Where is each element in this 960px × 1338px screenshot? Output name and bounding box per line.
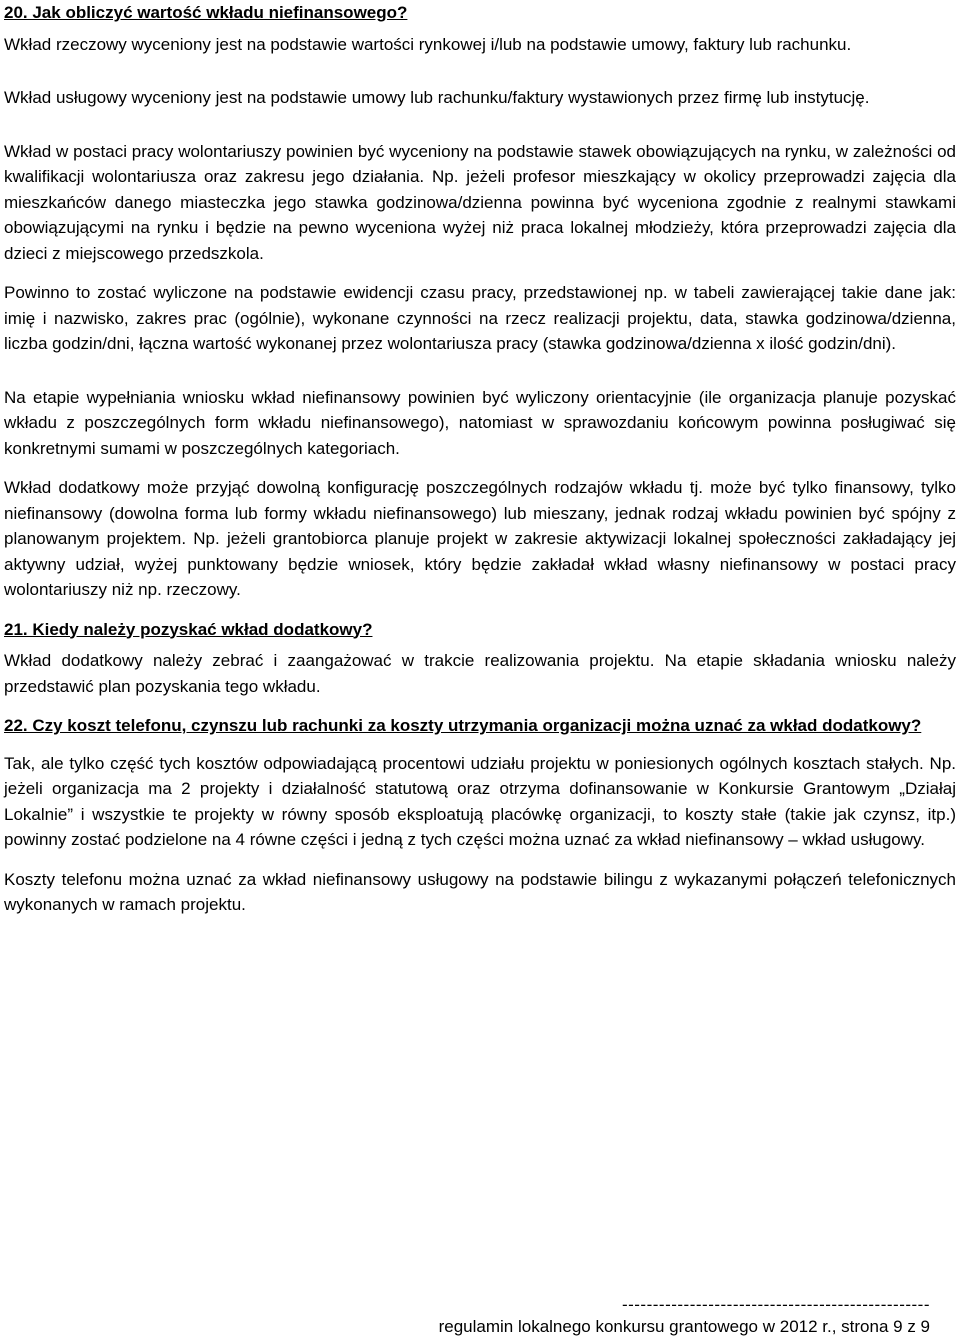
section-heading-20: 20. Jak obliczyć wartość wkładu niefinansowego? (4, 3, 408, 22)
section-heading-22: 22. Czy koszt telefonu, czynszu lub rachunki za koszty utrzymania organizacji można uznać za wkład dodatkowy? (4, 716, 922, 735)
paragraph-kiedy-pozyskac: Wkład dodatkowy należy zebrać i zaangażować w trakcie realizowania projektu. Na etapie składania wniosku należy przedstawić plan pozyskania tego wkładu. (4, 651, 956, 696)
paragraph-koszty-telefonu: Koszty telefonu można uznać za wkład niefinansowy usługowy na podstawie bilingu z wykazanymi połączeń telefonicznych wykonanych w ramach projektu. (4, 869, 956, 914)
paragraph-wklad-uslugowy: Wkład usługowy wyceniony jest na podstawie umowy lub rachunku/faktury wystawionych przez firmę lub instytucję. (4, 88, 870, 107)
page-footer (400, 1294, 930, 1338)
document-page (4, 0, 956, 918)
footer-separator: -------------------------------------------------- (621, 1295, 930, 1314)
section-heading-21: 21. Kiedy należy pozyskać wkład dodatkowy? (4, 619, 373, 639)
footer-text: regulamin lokalnego konkursu grantowego w 2012 r., strona 9 z 9 (438, 1317, 930, 1336)
paragraph-koszty-stale: Tak, ale tylko część tych kosztów odpowiadającą procentowi udziału projektu w poniesionych ogólnych kosztach stałych. Np. jeżeli organizacja ma 2 projekty i działalność statutową oraz otrzyma dofinansowanie w Konkursie Grantowym „Działaj Lokalnie” i wszystkie te projekty w równy sposób eksploatują placówkę organizacji, to koszty stałe (takie jak czynsz, itp.) powinny zostać podzielone na 4 równe części i jedną z tych części można uznać za wkład niefinansowy – wkład usługowy. (4, 753, 956, 849)
paragraph-etap-wypelniania: Na etapie wypełniania wniosku wkład niefinansowy powinien być wyliczony orientacyjnie (ile organizacja planuje pozyskać wkładu z poszczególnych form wkładu niefinansowego), natomiast w sprawozdaniu końcowym powinna posługiwać się konkretnymi sumami w poszczególnych kategoriach. (4, 387, 956, 458)
paragraph-wklad-wolontariuszy: Wkład w postaci pracy wolontariuszy powinien być wyceniony na podstawie stawek obowiązujących na rynku, w zależności od kwalifikacji wolontariusza oraz zakresu jego działania. Np. jeżeli profesor mieszkający w okolicy przeprowadzi zajęcia dla mieszkańców danego miasteczka jego stawka godzinowa/dzienna powinna być wyceniona zgodnie z realnymi stawkami obowiązującymi na rynku i będzie na pewno wyceniona wyżej niż praca lokalnej młodzieży, która przeprowadzi zajęcia dla dzieci z miejscowego przedszkola. (4, 141, 956, 263)
paragraph-ewidencja-czasu: Powinno to zostać wyliczone na podstawie ewidencji czasu pracy, przedstawionej np. w tabeli zawierającej takie dane jak: imię i nazwisko, zakres prac (ogólnie), wykonane czynności na rzecz realizacji projektu, data, stawka godzinowa/dzienna, liczba godzin/dni, łączna wartość wykonanej przez wolontariusza pracy (stawka godzinowa/dzienna x ilość godzin/dni). (4, 283, 956, 353)
paragraph-konfiguracja-wkladu: Wkład dodatkowy może przyjąć dowolną konfigurację poszczególnych rodzajów wkładu tj. może być tylko finansowy, tylko niefinansowy (dowolna forma lub formy wkładu niefinansowego) lub mieszany, jednak rodzaj wkładu powinien być spójny z planowanym projektem. Np. jeżeli grantobiorca planuje projekt w zakresie aktywizacji lokalnej społeczności zakładający jej aktywny udział, wyżej punktowany będzie wniosek, który będzie zakładał wkład własny niefinansowy w postaci pracy wolontariuszy niż np. rzeczowy. (4, 478, 956, 599)
paragraph-wklad-rzeczowy: Wkład rzeczowy wyceniony jest na podstawie wartości rynkowej i/lub na podstawie umowy, faktury lub rachunku. (4, 34, 852, 54)
